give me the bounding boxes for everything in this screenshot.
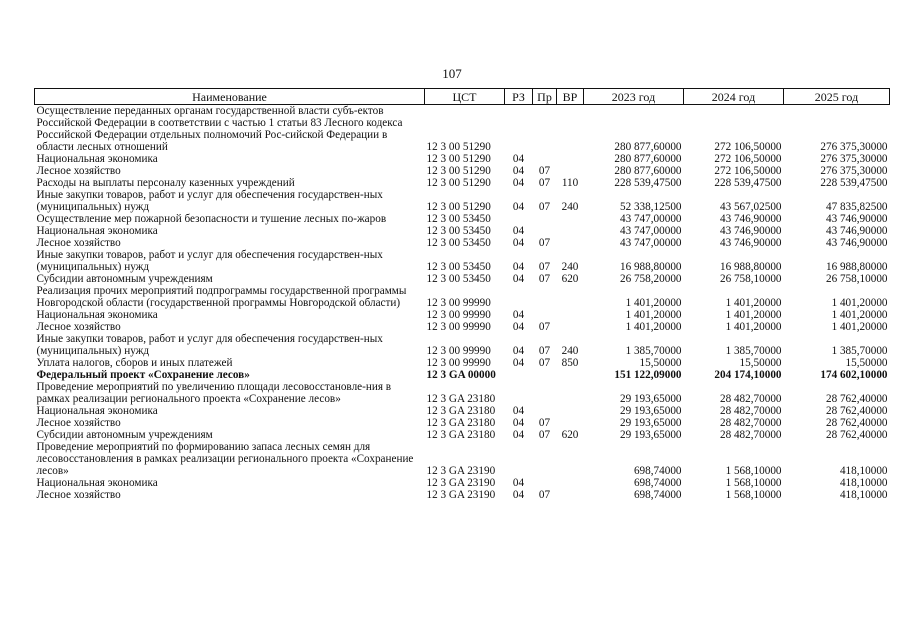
table-row — [35, 153, 890, 165]
table-body — [35, 105, 890, 502]
row-vr — [557, 237, 584, 249]
table-row — [35, 321, 890, 333]
row-rz — [505, 441, 533, 477]
row-pr: 07 — [538, 429, 551, 441]
row-cst: 12 3 00 51290 — [426, 177, 491, 189]
table-row — [35, 441, 890, 477]
row-2025: 47 835,82500 — [825, 201, 888, 213]
row-cst: 12 3 GA 23190 — [426, 477, 496, 489]
table-row — [35, 309, 890, 321]
row-2025: 1 401,20000 — [831, 309, 888, 321]
row-2023: 43 747,00000 — [619, 237, 682, 249]
row-vr: 240 — [561, 261, 579, 273]
row-cst: 12 3 00 53450 — [426, 225, 491, 237]
table-header-row — [35, 89, 890, 105]
row-name: Национальная экономика — [36, 153, 158, 165]
row-2025: 28 762,40000 — [825, 393, 888, 405]
row-rz: 04 — [512, 477, 525, 489]
row-2023: 228 539,47500 — [614, 177, 682, 189]
row-vr — [557, 381, 584, 405]
row-cst: 12 3 00 99990 — [426, 357, 491, 369]
row-2023: 151 122,09000 — [614, 369, 682, 381]
row-2025: 1 401,20000 — [831, 321, 888, 333]
row-pr — [533, 405, 557, 417]
row-name: Национальная экономика — [36, 225, 158, 237]
row-2023: 698,74000 — [633, 489, 682, 501]
row-cst: 12 3 00 99990 — [426, 309, 491, 321]
row-name: Субсидии автономным учреждениям — [36, 273, 213, 285]
table-row — [35, 477, 890, 489]
table-row — [35, 405, 890, 417]
row-pr: 07 — [538, 489, 551, 501]
table-row — [35, 165, 890, 177]
row-2023: 698,74000 — [633, 465, 682, 477]
row-name: Национальная экономика — [36, 477, 158, 489]
row-2025: 28 762,40000 — [825, 417, 888, 429]
row-name: Национальная экономика — [36, 405, 158, 417]
row-name: Национальная экономика — [36, 309, 158, 321]
row-name: Проведение мероприятий по увеличению площади лесовосстановле-ния в рамках реализации регионального проекта «Сохранение лесов» — [36, 381, 392, 405]
row-2024: 15,50000 — [739, 357, 782, 369]
row-2023: 1 385,70000 — [625, 345, 682, 357]
row-2024: 16 988,80000 — [719, 261, 782, 273]
row-rz: 04 — [512, 405, 525, 417]
row-2025: 228 539,47500 — [820, 177, 888, 189]
row-rz: 04 — [512, 201, 525, 213]
row-2024: 26 758,10000 — [719, 273, 782, 285]
header-2025: 2025 год — [784, 89, 890, 105]
row-2024: 1 568,10000 — [725, 489, 782, 501]
row-name: Иные закупки товаров, работ и услуг для обеспечения государствен-ных (муниципальных) нужд — [36, 333, 383, 357]
row-2024: 1 401,20000 — [725, 309, 782, 321]
row-2025: 16 988,80000 — [825, 261, 888, 273]
row-name: Осуществление мер пожарной безопасности и тушение лесных по-жаров — [36, 213, 387, 225]
row-vr: 240 — [561, 345, 579, 357]
row-cst: 12 3 00 51290 — [426, 153, 491, 165]
row-pr: 07 — [538, 165, 551, 177]
row-pr: 07 — [538, 417, 551, 429]
header-2024: 2024 год — [684, 89, 784, 105]
table-row — [35, 225, 890, 237]
row-vr: 850 — [561, 357, 579, 369]
row-vr — [557, 105, 584, 154]
row-2023: 1 401,20000 — [625, 321, 682, 333]
row-rz: 04 — [512, 225, 525, 237]
row-2024: 1 401,20000 — [725, 297, 782, 309]
row-2025: 26 758,10000 — [825, 273, 888, 285]
row-2023: 52 338,12500 — [619, 201, 682, 213]
row-2024: 43 746,90000 — [719, 225, 782, 237]
row-2023: 43 747,00000 — [619, 213, 682, 225]
row-pr — [533, 213, 557, 225]
row-cst: 12 3 00 99990 — [426, 345, 491, 357]
table-row — [35, 105, 890, 154]
row-2023: 1 401,20000 — [625, 309, 682, 321]
row-2025: 276 375,30000 — [820, 165, 888, 177]
row-pr — [533, 477, 557, 489]
row-cst: 12 3 GA 23180 — [426, 429, 496, 441]
row-pr — [533, 153, 557, 165]
row-cst: 12 3 00 53450 — [426, 237, 491, 249]
row-cst: 12 3 00 53450 — [426, 273, 491, 285]
row-pr: 07 — [538, 345, 551, 357]
row-cst: 12 3 GA 23180 — [426, 417, 496, 429]
row-cst: 12 3 GA 23180 — [426, 393, 496, 405]
row-name: Лесное хозяйство — [36, 417, 121, 429]
row-pr: 07 — [538, 177, 551, 189]
row-rz: 04 — [512, 273, 525, 285]
row-rz: 04 — [512, 165, 525, 177]
header-name: Наименование — [35, 89, 425, 105]
row-2023: 29 193,65000 — [619, 417, 682, 429]
row-rz: 04 — [512, 429, 525, 441]
table-row — [35, 381, 890, 405]
header-rz: РЗ — [505, 89, 533, 105]
table-row — [35, 189, 890, 213]
row-cst: 12 3 GA 23190 — [426, 465, 496, 477]
row-cst: 12 3 GA 23190 — [426, 489, 496, 501]
row-cst: 12 3 00 99990 — [426, 297, 491, 309]
row-2024: 43 746,90000 — [719, 237, 782, 249]
row-2023: 1 401,20000 — [625, 297, 682, 309]
row-2024: 272 106,50000 — [714, 153, 782, 165]
row-name: Расходы на выплаты персоналу казенных учреждений — [36, 177, 295, 189]
row-name: Проведение мероприятий по формированию запаса лесных семян для лесовосстановления в рамках реализации регионального проекта «Сохранение лесов» — [36, 441, 414, 477]
row-cst: 12 3 GA 23180 — [426, 405, 496, 417]
row-name: Осуществление переданных органам государственной власти субъ-ектов Российской Федерации в соответствии с частью 1 статьи 83 Лесного кодекса Российской Федерации отдельных полномочий Рос-сийской Федерации в области лесных отношений — [36, 105, 403, 153]
row-rz: 04 — [512, 309, 525, 321]
row-rz: 04 — [512, 357, 525, 369]
row-vr: 110 — [561, 177, 579, 189]
row-2025: 418,10000 — [839, 477, 888, 489]
table-row — [35, 357, 890, 369]
row-name: Субсидии автономным учреждениям — [36, 429, 213, 441]
row-2024: 1 385,70000 — [725, 345, 782, 357]
row-2024: 204 174,10000 — [714, 369, 782, 381]
row-cst: 12 3 00 51290 — [426, 165, 491, 177]
row-name: Лесное хозяйство — [36, 489, 121, 501]
row-cst: 12 3 00 53450 — [426, 213, 491, 225]
row-2024: 1 568,10000 — [725, 465, 782, 477]
row-2023: 43 747,00000 — [619, 225, 682, 237]
row-2025: 418,10000 — [839, 465, 888, 477]
row-2024: 272 106,50000 — [714, 141, 782, 153]
row-pr — [533, 225, 557, 237]
table-row — [35, 429, 890, 441]
row-2023: 280 877,60000 — [614, 153, 682, 165]
row-rz: 04 — [512, 177, 525, 189]
row-2024: 1 401,20000 — [725, 321, 782, 333]
row-vr — [557, 321, 584, 333]
row-rz: 04 — [512, 237, 525, 249]
row-2025: 418,10000 — [839, 489, 888, 501]
row-pr: 07 — [538, 237, 551, 249]
row-2025: 43 746,90000 — [825, 237, 888, 249]
row-rz: 04 — [512, 261, 525, 273]
row-vr — [557, 309, 584, 321]
row-rz — [505, 213, 533, 225]
page-number: 107 — [442, 66, 462, 81]
row-vr: 620 — [561, 273, 579, 285]
row-2025: 276 375,30000 — [820, 141, 888, 153]
row-2023: 29 193,65000 — [619, 405, 682, 417]
row-rz: 04 — [512, 153, 525, 165]
row-name: Реализация прочих мероприятий подпрограммы государственной программы Новгородской области (государственной программы Новгородской области) — [36, 285, 407, 309]
table-row — [35, 237, 890, 249]
row-cst: 12 3 00 99990 — [426, 321, 491, 333]
row-name: Иные закупки товаров, работ и услуг для обеспечения государствен-ных (муниципальных) нужд — [36, 249, 383, 273]
row-2024: 28 482,70000 — [719, 405, 782, 417]
row-vr: 240 — [561, 201, 579, 213]
row-2024: 28 482,70000 — [719, 417, 782, 429]
row-vr — [557, 285, 584, 309]
row-vr — [557, 405, 584, 417]
row-2024: 272 106,50000 — [714, 165, 782, 177]
row-2024: 228 539,47500 — [714, 177, 782, 189]
table-row — [35, 285, 890, 309]
row-pr — [533, 369, 557, 381]
row-cst: 12 3 GA 00000 — [426, 369, 496, 381]
table-row — [35, 417, 890, 429]
row-rz — [505, 285, 533, 309]
row-name: Федеральный проект «Сохранение лесов» — [36, 369, 250, 381]
table-row — [35, 273, 890, 285]
row-pr: 07 — [538, 321, 551, 333]
row-2025: 43 746,90000 — [825, 213, 888, 225]
row-2025: 174 602,10000 — [820, 369, 888, 381]
row-cst: 12 3 00 53450 — [426, 261, 491, 273]
row-pr — [533, 381, 557, 405]
row-rz — [505, 369, 533, 381]
table-row — [35, 333, 890, 357]
row-rz: 04 — [512, 321, 525, 333]
table-row — [35, 177, 890, 189]
row-pr — [533, 441, 557, 477]
row-vr — [557, 417, 584, 429]
row-2023: 280 877,60000 — [614, 165, 682, 177]
row-2025: 1 385,70000 — [831, 345, 888, 357]
row-vr — [557, 477, 584, 489]
budget-table — [34, 88, 890, 501]
row-vr — [557, 225, 584, 237]
row-rz — [505, 105, 533, 154]
header-pr: Пр — [533, 89, 557, 105]
row-2025: 43 746,90000 — [825, 225, 888, 237]
header-2023: 2023 год — [584, 89, 684, 105]
row-name: Иные закупки товаров, работ и услуг для обеспечения государствен-ных (муниципальных) нужд — [36, 189, 383, 213]
row-pr — [533, 105, 557, 154]
row-2025: 28 762,40000 — [825, 429, 888, 441]
row-2024: 43 746,90000 — [719, 213, 782, 225]
row-vr — [557, 489, 584, 501]
row-pr — [533, 285, 557, 309]
row-name: Лесное хозяйство — [36, 321, 121, 333]
row-name: Лесное хозяйство — [36, 237, 121, 249]
row-rz: 04 — [512, 417, 525, 429]
table-row — [35, 213, 890, 225]
row-cst: 12 3 00 51290 — [426, 141, 491, 153]
row-2024: 28 482,70000 — [719, 429, 782, 441]
row-2023: 698,74000 — [633, 477, 682, 489]
row-2025: 15,50000 — [845, 357, 888, 369]
header-vr: ВР — [557, 89, 584, 105]
header-cst: ЦСТ — [425, 89, 505, 105]
table-row — [35, 369, 890, 381]
row-2025: 1 401,20000 — [831, 297, 888, 309]
row-vr — [557, 153, 584, 165]
row-name: Лесное хозяйство — [36, 165, 121, 177]
row-2023: 29 193,65000 — [619, 393, 682, 405]
row-2023: 16 988,80000 — [619, 261, 682, 273]
table-row — [35, 249, 890, 273]
row-2025: 28 762,40000 — [825, 405, 888, 417]
row-rz: 04 — [512, 489, 525, 501]
row-2023: 15,50000 — [639, 357, 682, 369]
row-vr — [557, 369, 584, 381]
row-2023: 280 877,60000 — [614, 141, 682, 153]
row-name: Уплата налогов, сборов и иных платежей — [36, 357, 233, 369]
row-pr: 07 — [538, 261, 551, 273]
row-2024: 43 567,02500 — [719, 201, 782, 213]
row-rz: 04 — [512, 345, 525, 357]
row-vr — [557, 441, 584, 477]
table-row — [35, 489, 890, 501]
row-2024: 28 482,70000 — [719, 393, 782, 405]
row-pr: 07 — [538, 273, 551, 285]
row-cst: 12 3 00 51290 — [426, 201, 491, 213]
row-2025: 276 375,30000 — [820, 153, 888, 165]
row-pr — [533, 309, 557, 321]
row-vr — [557, 165, 584, 177]
row-2023: 29 193,65000 — [619, 429, 682, 441]
row-pr: 07 — [538, 357, 551, 369]
row-2023: 26 758,20000 — [619, 273, 682, 285]
row-pr: 07 — [538, 201, 551, 213]
row-2024: 1 568,10000 — [725, 477, 782, 489]
row-vr — [557, 213, 584, 225]
row-vr: 620 — [561, 429, 579, 441]
row-rz — [505, 381, 533, 405]
